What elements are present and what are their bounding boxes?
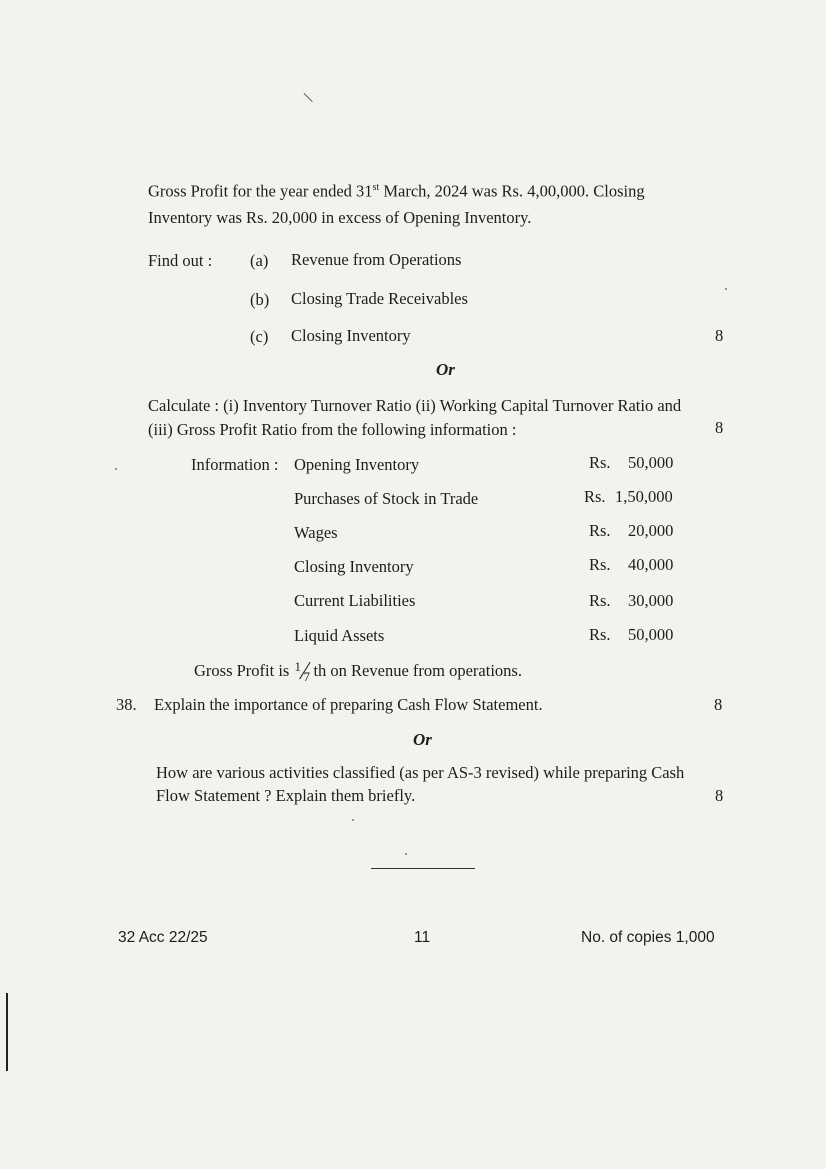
info-row-item: Current Liabilities	[294, 591, 416, 610]
find-out-marker-c: (c)	[250, 327, 269, 346]
page-edge-line	[6, 993, 8, 1071]
gross-profit-note: Gross Profit is 1 7 th on Revenue from operations.	[194, 659, 522, 684]
pen-mark	[303, 93, 312, 102]
find-out-marker-b: (b)	[250, 290, 270, 309]
find-out-item-b: Closing Trade Receivables	[291, 289, 468, 308]
q38-alt-marks: 8	[715, 786, 724, 805]
information-label: Information :	[191, 455, 279, 474]
info-row-currency: Rs.	[589, 453, 611, 472]
info-row-amount: 1,50,000	[615, 487, 673, 506]
info-row-item: Liquid Assets	[294, 626, 385, 645]
q38-marks: 8	[714, 695, 723, 714]
footer-copies: No. of copies 1,000	[581, 929, 715, 946]
info-row-item: Opening Inventory	[294, 455, 420, 474]
info-row-amount: 50,000	[628, 453, 674, 472]
or-separator-1: Or	[436, 360, 455, 379]
q38-alt-line1: How are various activities classified (as per AS-3 revised) while preparing Cash	[156, 763, 685, 782]
info-row-amount: 20,000	[628, 521, 674, 540]
q38-alt-line2: Flow Statement ? Explain them briefly.	[156, 786, 416, 805]
q37-intro-line1: Gross Profit for the year ended 31st March, 2024 was Rs. 4,00,000. Closing	[148, 181, 645, 201]
info-row-currency: Rs.	[589, 591, 611, 610]
find-out-marks: 8	[715, 326, 724, 345]
speck	[405, 853, 407, 855]
info-row-item: Closing Inventory	[294, 557, 414, 576]
info-row-amount: 30,000	[628, 591, 674, 610]
info-row-amount: 40,000	[628, 555, 674, 574]
q38-text: Explain the importance of preparing Cash Flow Statement.	[154, 695, 543, 714]
speck	[115, 468, 117, 470]
info-row-item: Wages	[294, 523, 338, 542]
speck	[352, 819, 354, 821]
footer-page-number: 11	[414, 929, 431, 946]
speck	[725, 288, 727, 290]
find-out-item-c: Closing Inventory	[291, 326, 411, 345]
calculate-line2: (iii) Gross Profit Ratio from the following information :	[148, 420, 517, 439]
fraction-one-seventh: 1 7	[294, 659, 310, 684]
q37-intro-line2: Inventory was Rs. 20,000 in excess of Opening Inventory.	[148, 208, 532, 227]
info-row-amount: 50,000	[628, 625, 674, 644]
info-row-currency: Rs.	[589, 555, 611, 574]
q38-number: 38.	[116, 695, 137, 714]
calculate-marks: 8	[715, 418, 724, 437]
find-out-item-a: Revenue from Operations	[291, 250, 462, 269]
calculate-line1: Calculate : (i) Inventory Turnover Ratio (ii) Working Capital Turnover Ratio and	[148, 396, 682, 415]
info-row-currency: Rs.	[584, 487, 606, 506]
find-out-label: Find out :	[148, 251, 213, 270]
end-rule	[371, 868, 475, 869]
info-row-currency: Rs.	[589, 625, 611, 644]
info-row-item: Purchases of Stock in Trade	[294, 489, 479, 508]
footer-code: 32 Acc 22/25	[118, 929, 208, 946]
or-separator-2: Or	[413, 730, 432, 749]
find-out-marker-a: (a)	[250, 251, 269, 270]
info-row-currency: Rs.	[589, 521, 611, 540]
